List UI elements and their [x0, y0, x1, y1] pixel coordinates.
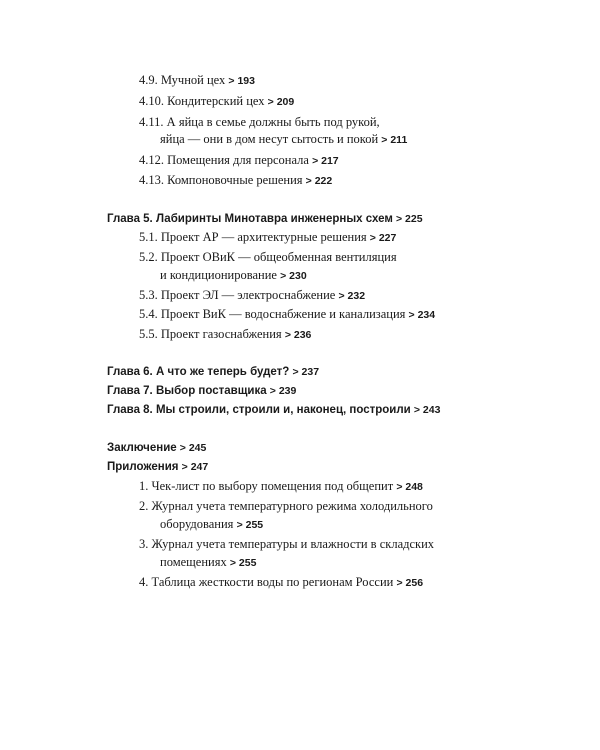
toc-conclusion	[107, 439, 206, 456]
toc-chapter-title: Глава 8. Мы строили, строили и, наконец, построили	[107, 404, 411, 416]
toc-entry-text: 4.12. Помещения для персонала	[139, 153, 309, 167]
toc-entry-5-2	[139, 249, 397, 265]
toc-entry-4-10	[139, 93, 294, 110]
toc-entry-5-5	[139, 326, 311, 343]
toc-page-number: > 255	[229, 557, 257, 569]
toc-page-number: > 193	[228, 75, 255, 87]
toc-page-number: > 247	[181, 461, 209, 473]
toc-chapter-title: Глава 5. Лабиринты Минотавра инженерных схем	[107, 213, 393, 225]
toc-entry-text: оборудования	[160, 517, 234, 531]
toc-page-number: > 234	[408, 309, 436, 321]
toc-chapter-8	[107, 401, 440, 418]
toc-page-number: > 217	[312, 155, 339, 167]
toc-chapter-7	[107, 382, 296, 399]
toc-chapter-6	[107, 363, 319, 380]
toc-entry-text: 4.13. Компоновочные решения	[139, 173, 303, 187]
toc-appendix-3-cont	[160, 554, 256, 571]
toc-page-number: > 227	[369, 232, 397, 244]
toc-appendix-1	[139, 478, 423, 495]
toc-page-number: > 225	[395, 213, 423, 225]
toc-page-number: > 211	[381, 134, 408, 146]
toc-entry-4-9	[139, 72, 255, 89]
toc-chapter-title: Глава 6. А что же теперь будет?	[107, 366, 290, 378]
toc-entry-4-11	[139, 114, 380, 130]
toc-entry-text: 5.5. Проект газоснабжения	[139, 327, 282, 341]
toc-entry-text: яйца — они в дом несут сытость и покой	[160, 132, 379, 146]
toc-entry-text: 5.3. Проект ЭЛ — электроснабжение	[139, 288, 336, 302]
toc-entry-5-2-cont	[160, 267, 307, 284]
toc-entry-5-4	[139, 306, 435, 323]
toc-appendix-4	[139, 574, 423, 591]
toc-entry-text: 4. Таблица жесткости воды по регионам России	[139, 575, 394, 589]
toc-page-number: > 239	[269, 385, 297, 397]
toc-page-number: > 236	[284, 329, 312, 341]
toc-entry-text: 5.1. Проект АР — архитектурные решения	[139, 230, 367, 244]
toc-entry-5-3	[139, 287, 365, 304]
toc-page-number: > 222	[305, 175, 333, 187]
toc-entry-text: и кондиционирование	[160, 268, 277, 282]
toc-entry-text: 3. Журнал учета температуры и влажности в складских	[139, 537, 435, 551]
toc-appendix-2	[139, 498, 433, 514]
toc-page-number: > 255	[236, 519, 264, 531]
toc-page-number: > 256	[396, 577, 424, 589]
toc-entry-4-13	[139, 172, 332, 189]
toc-page-number: > 209	[267, 96, 295, 108]
toc-page-number: > 237	[292, 366, 320, 378]
toc-page-number: > 230	[280, 270, 307, 282]
toc-chapter-title: Глава 7. Выбор поставщика	[107, 385, 267, 397]
toc-appendix	[107, 458, 208, 475]
toc-appendix-3	[139, 536, 434, 552]
toc-appendix-2-cont	[160, 516, 263, 533]
toc-page-number: > 248	[396, 481, 423, 493]
toc-entry-text: помещениях	[160, 555, 227, 569]
toc-chapter-title: Заключение	[107, 442, 177, 454]
toc-entry-text: 4.10. Кондитерский цех	[139, 94, 265, 108]
toc-page-number: > 245	[179, 442, 207, 454]
toc-entry-5-1	[139, 229, 396, 246]
toc-chapter-title: Приложения	[107, 461, 179, 473]
toc-entry-text: 1. Чек-лист по выбору помещения под общепит	[139, 479, 394, 493]
toc-entry-text: 4.11. А яйца в семье должны быть под рукой,	[139, 115, 380, 129]
toc-entry-text: 4.9. Мучной цех	[139, 73, 226, 87]
toc-chapter-5	[107, 210, 423, 227]
toc-entry-4-11-cont	[160, 131, 407, 148]
toc-entry-text: 2. Журнал учета температурного режима холодильного	[139, 499, 433, 513]
toc-page-number: > 243	[413, 404, 441, 416]
toc-entry-text: 5.2. Проект ОВиК — общеобменная вентиляция	[139, 250, 397, 264]
toc-entry-4-12	[139, 152, 339, 169]
toc-page-number: > 232	[338, 290, 366, 302]
toc-entry-text: 5.4. Проект ВиК — водоснабжение и канализация	[139, 307, 406, 321]
